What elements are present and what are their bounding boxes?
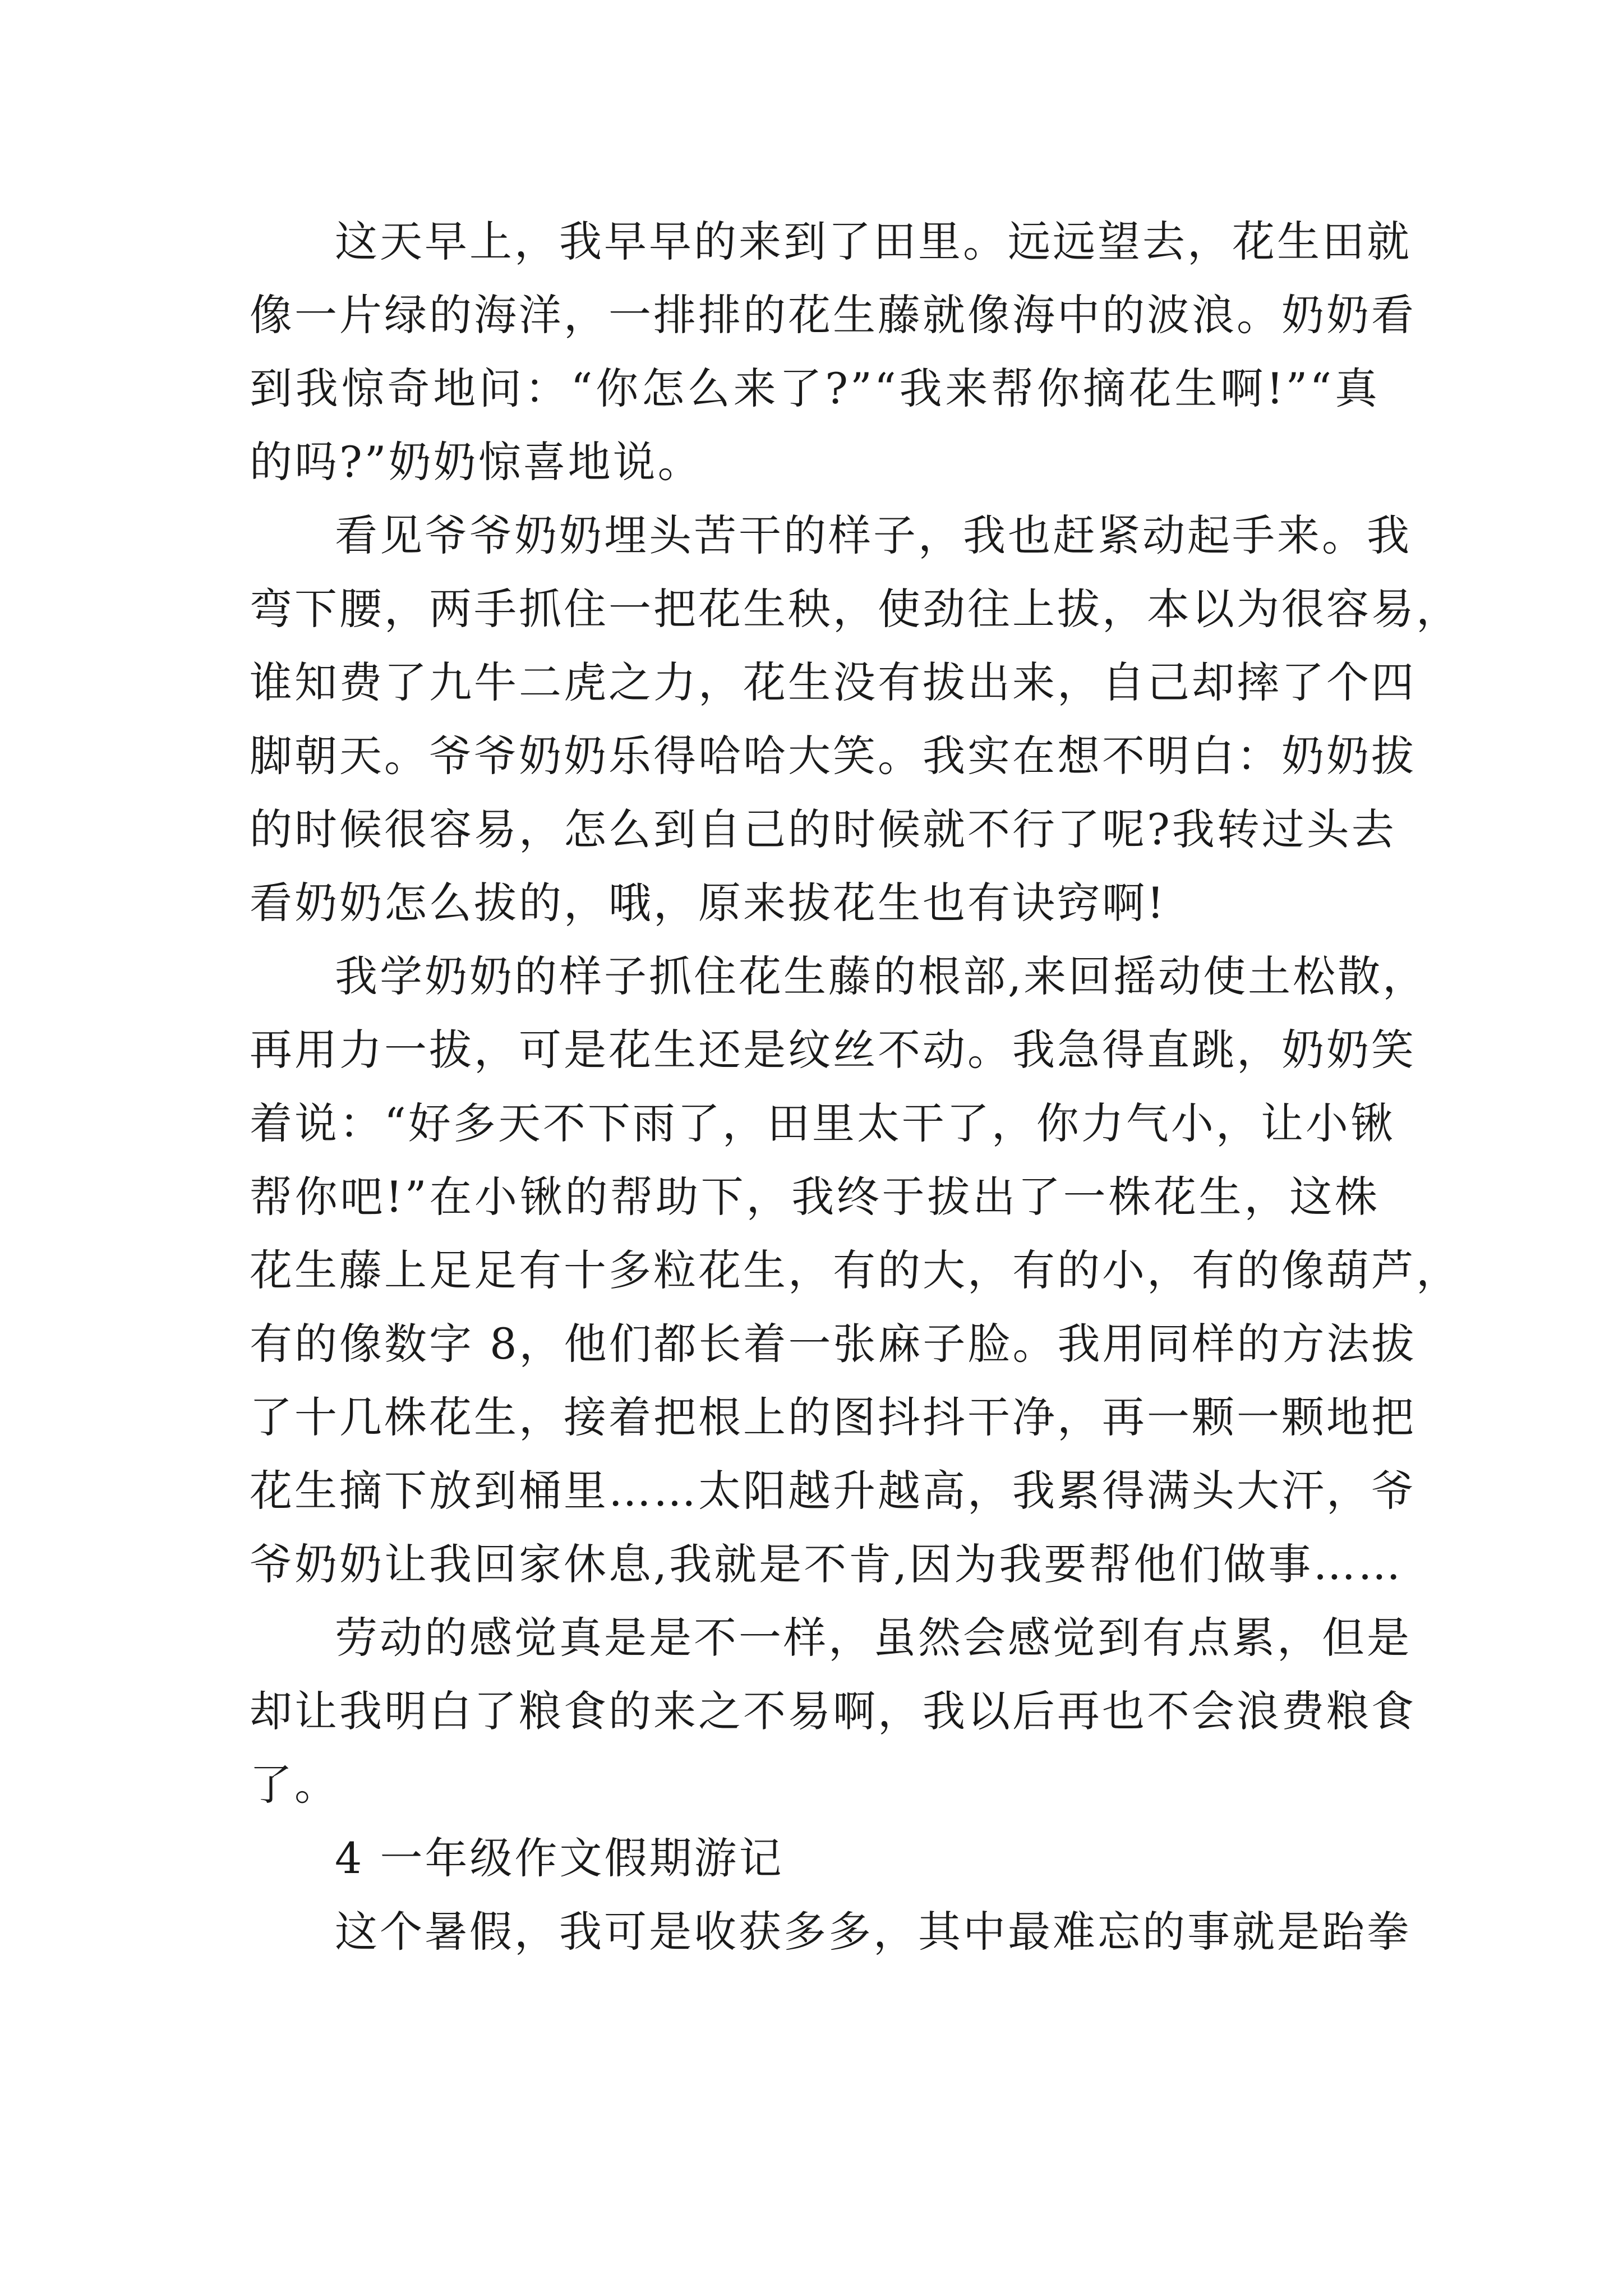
heading-line: 4 一年级作文假期游记 xyxy=(335,1833,784,1883)
paragraph-4 xyxy=(250,1601,1416,1821)
text-line: 谁知费了九牛二虎之力，花生没有拔出来，自己却摔了个四 xyxy=(250,657,1416,707)
text-line: 脚朝天。爷爷奶奶乐得哈哈大笑。我实在想不明白：奶奶拔 xyxy=(250,731,1416,781)
text-line: 花生摘下放到桶里……太阳越升越高，我累得满头大汗，爷 xyxy=(250,1466,1416,1516)
text-line: 却让我明白了粮食的来之不易啊，我以后再也不会浪费粮食 xyxy=(250,1686,1416,1736)
text-line: 我学奶奶的样子抓住花生藤的根部,来回摇动使土松散， xyxy=(335,951,1428,1001)
text-line: 弯下腰，两手抓住一把花生秧，使劲往上拔，本以为很容易， xyxy=(250,584,1461,634)
essay-body xyxy=(250,205,1461,1968)
text-line: 的时候很容易，怎么到自己的时候就不行了呢?我转过头去 xyxy=(250,804,1396,854)
text-line: 有的像数字 8，他们都长着一张麻子脸。我用同样的方法拔 xyxy=(250,1319,1417,1369)
text-line: 到我惊奇地问：“你怎么来了?”“我来帮你摘花生啊!”“真 xyxy=(250,364,1380,413)
text-line: 的吗?”奶奶惊喜地说。 xyxy=(250,437,703,487)
text-line: 花生藤上足足有十多粒花生，有的大，有的小，有的像葫芦， xyxy=(250,1245,1461,1295)
paragraph-5 xyxy=(250,1895,1412,1968)
text-line: 劳动的感觉真是是不一样，虽然会感觉到有点累，但是 xyxy=(335,1613,1412,1663)
text-line: 这天早上，我早早的来到了田里。远远望去，花生田就 xyxy=(335,217,1412,266)
text-line: 看奶奶怎么拔的，哦，原来拔花生也有诀窍啊! xyxy=(250,878,1166,928)
text-line: 帮你吧!”在小锹的帮助下，我终于拔出了一株花生，这株 xyxy=(250,1172,1380,1222)
paragraph-2 xyxy=(250,499,1461,940)
text-line: 这个暑假，我可是收获多多，其中最难忘的事就是跆拳 xyxy=(335,1907,1412,1957)
text-line: 了十几株花生，接着把根上的图抖抖干净，再一颗一颗地把 xyxy=(250,1392,1416,1442)
text-line: 再用力一拔，可是花生还是纹丝不动。我急得直跳，奶奶笑 xyxy=(250,1025,1416,1075)
text-line: 像一片绿的海洋，一排排的花生藤就像海中的波浪。奶奶看 xyxy=(250,290,1416,340)
text-line: 了。 xyxy=(250,1760,339,1810)
section-heading xyxy=(250,1821,1380,1895)
paragraph-3 xyxy=(250,940,1461,1601)
text-line: 爷奶奶让我回家休息,我就是不肯,因为我要帮他们做事…… xyxy=(250,1539,1403,1589)
paragraph-1 xyxy=(250,205,1416,499)
text-line: 着说：“好多天不下雨了，田里太干了，你力气小，让小锹 xyxy=(250,1098,1395,1148)
text-line: 看见爷爷奶奶埋头苦干的样子，我也赶紧动起手来。我 xyxy=(335,510,1412,560)
